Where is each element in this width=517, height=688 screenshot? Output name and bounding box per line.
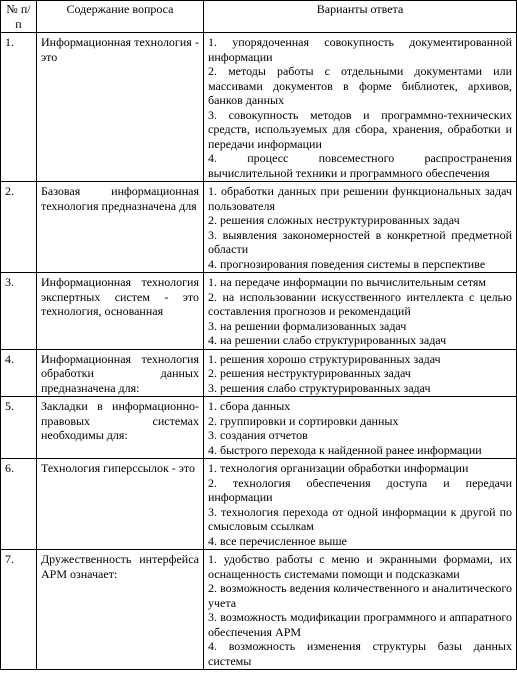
- answer-option: 3. возможность модификации программного и аппаратного обеспечения АРМ: [208, 610, 512, 639]
- question-text: Информационная технология - это: [37, 33, 204, 182]
- answer-options: [204, 550, 517, 670]
- question-row: [1, 349, 517, 397]
- answer-options: [204, 459, 517, 550]
- answer-options: [204, 397, 517, 459]
- answer-option: 3. решения слабо структурированных задач: [208, 380, 431, 395]
- question-row: [1, 33, 517, 182]
- answer-option: 1. удобство работы с меню и экранными формами, их оснащенность системами помощи и подсказками: [208, 552, 512, 581]
- answer-option: 4. на решении слабо структурированных задач: [208, 333, 447, 347]
- answer-option: 1. упорядоченная совокупность документированной информации: [208, 35, 512, 64]
- answer-option: 1. решения хорошо структурированных задач: [208, 351, 441, 366]
- question-number: 5.: [1, 397, 37, 459]
- header-answers: Варианты ответа: [204, 1, 517, 33]
- answer-option: 4. быстрого перехода к найденной ранее информации: [208, 442, 482, 457]
- question-number: 1.: [1, 33, 37, 182]
- answer-option: 2. методы работы с отдельными документами или массивами документов в форме библиотек, архивов, банков данных: [208, 64, 512, 107]
- question-text: Дружественность интерфейса АРМ означает:: [37, 550, 204, 670]
- answer-option: 3. выявления закономерностей в конкретной предметной области: [208, 227, 512, 256]
- question-number: 4.: [1, 349, 37, 397]
- answer-option: 3. технология перехода от одной информации к другой по смысловым ссылкам: [208, 504, 512, 533]
- answer-option: 3. совокупность методов и программно-технических средств, используемых для сбора, хранения, обработки и передачи информации: [208, 107, 512, 151]
- answer-option: 2. решения неструктурированных задач: [208, 366, 411, 380]
- answer-option: 2. решения сложных неструктурированных задач: [208, 213, 460, 227]
- answer-options: [204, 349, 517, 397]
- question-number: 6.: [1, 459, 37, 550]
- answer-option: 4. все перечисленное выше: [208, 533, 347, 548]
- question-text: Базовая информационная технология предназначена для: [37, 182, 204, 273]
- answer-option: 4. прогнозирования поведения системы в перспективе: [208, 256, 486, 271]
- answer-option: 3. создания отчетов: [208, 428, 308, 442]
- answer-options: [204, 33, 517, 182]
- answer-option: 4. процесс повсеместного распространения вычислительной техники и программного обеспечения: [208, 151, 512, 180]
- answer-options: [204, 182, 517, 273]
- question-text: Технология гиперссылок - это: [37, 459, 204, 550]
- question-number: 2.: [1, 182, 37, 273]
- question-text: Закладки в информационно-правовых системах необходимы для:: [37, 397, 204, 459]
- question-row: [1, 550, 517, 670]
- answer-option: 2. группировки и сортировки данных: [208, 413, 399, 428]
- header-question: Содержание вопроса: [37, 1, 204, 33]
- header-row: [1, 1, 517, 33]
- question-row: [1, 397, 517, 459]
- answer-option: 4. возможность изменения структуры базы данных системы: [208, 639, 512, 668]
- answer-options: [204, 273, 517, 350]
- header-num: № п/п: [1, 1, 37, 33]
- question-row: [1, 273, 517, 350]
- answer-option: 1. технология организации обработки информации: [208, 461, 469, 475]
- question-row: [1, 459, 517, 550]
- answer-option: 1. сбора данных: [208, 399, 291, 413]
- answer-option: 2. на использовании искусственного интеллекта с целью составления прогнозов и рекомендаций: [208, 289, 512, 318]
- question-row: [1, 182, 517, 273]
- answer-option: 1. обработки данных при решении функциональных задач пользователя: [208, 184, 512, 213]
- question-text: Информационная технология экспертных систем - это технология, основанная: [37, 273, 204, 350]
- question-number: 7.: [1, 550, 37, 670]
- answer-option: 3. на решении формализованных задач: [208, 318, 407, 333]
- question-number: 3.: [1, 273, 37, 350]
- question-text: Информационная технология обработки данных предназначена для:: [37, 349, 204, 397]
- answer-option: 2. технология обеспечения доступа и передачи информации: [208, 475, 512, 504]
- answer-option: 1. на передаче информации по вычислительным сетям: [208, 275, 486, 289]
- answer-option: 2. возможность ведения количественного и аналитического учета: [208, 581, 512, 610]
